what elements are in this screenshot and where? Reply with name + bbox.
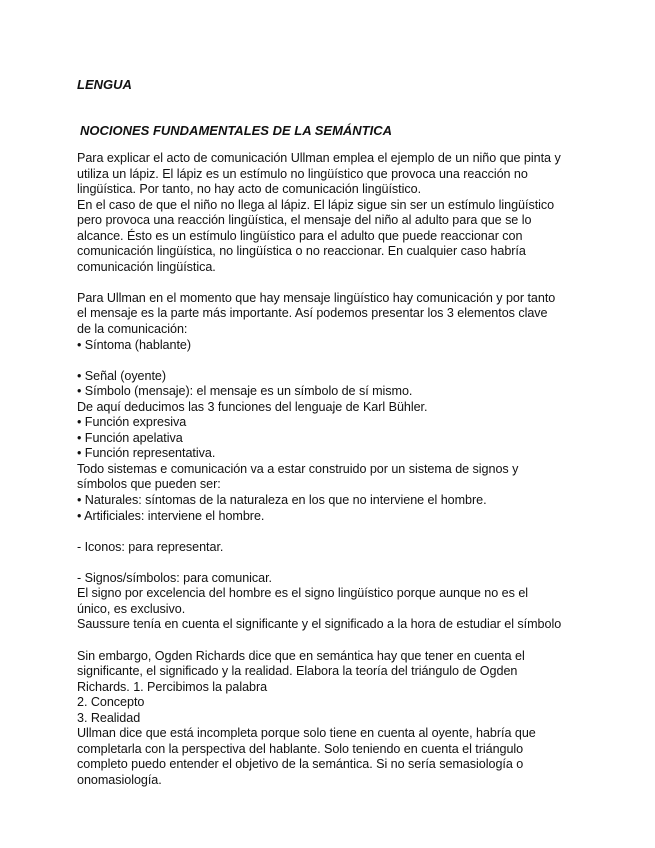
- blank-line: [77, 555, 597, 571]
- text-line: onomasiología.: [77, 772, 162, 787]
- text-line: • Función expresiva: [77, 415, 187, 430]
- text-line: comunicación lingüística.: [77, 259, 216, 274]
- text-line: • Señal (oyente): [77, 368, 167, 383]
- text-line: Todo sistemas e comunicación va a estar construido por un sistema de signos y: [77, 461, 519, 476]
- blank-line: [77, 353, 597, 369]
- text-line: 2. Concepto: [77, 695, 145, 710]
- text-line: utiliza un lápiz. El lápiz es un estímulo no lingüístico que provoca una reacción no: [77, 166, 528, 181]
- text-line: Saussure tenía en cuenta el significante y el significado a la hora de estudiar el símbolo: [77, 617, 562, 632]
- blank-line: [77, 633, 597, 649]
- text-line: significante, el significado y la realidad. Elabora la teoría del triángulo de Ogden: [77, 664, 518, 679]
- text-line: • Función apelativa: [77, 430, 183, 445]
- text-line: • Artificiales: interviene el hombre.: [77, 508, 265, 523]
- text-line: Para explicar el acto de comunicación Ullman emplea el ejemplo de un niño que pinta y: [77, 151, 561, 165]
- text-line: comunicación lingüística, no lingüística o no reaccionar. En cualquier caso habría: [77, 244, 526, 259]
- text-line: Ullman dice que está incompleta porque solo tiene en cuenta al oyente, habría que: [77, 726, 536, 741]
- text-line: - Signos/símbolos: para comunicar.: [77, 570, 272, 585]
- text-line: el mensaje es la parte más importante. Así podemos presentar los 3 elementos clave: [77, 306, 548, 321]
- text-line: - Iconos: para representar.: [77, 539, 224, 554]
- text-line: • Símbolo (mensaje): el mensaje es un símbolo de sí mismo.: [77, 384, 413, 399]
- document-title: LENGUA: [77, 77, 132, 92]
- text-line: único, es exclusivo.: [77, 601, 186, 616]
- text-line: completo puedo entender el objetivo de la semántica. Si no sería semasiología o: [77, 757, 524, 772]
- text-line: símbolos que pueden ser:: [77, 477, 221, 492]
- text-line: Para Ullman en el momento que hay mensaje lingüístico hay comunicación y por tanto: [77, 290, 556, 305]
- text-line: Sin embargo, Ogden Richards dice que en semántica hay que tener en cuenta el: [77, 648, 525, 663]
- text-line: lingüística. Por tanto, no hay acto de comunicación lingüístico.: [77, 182, 422, 197]
- text-line: • Naturales: síntomas de la naturaleza en los que no interviene el hombre.: [77, 493, 487, 508]
- text-line: • Función representativa.: [77, 446, 216, 461]
- text-line: En el caso de que el niño no llega al lápiz. El lápiz sigue sin ser un estímulo lingüístico: [77, 197, 555, 212]
- text-line: pero provoca una reacción lingüística, el mensaje del niño al adulto para que se lo: [77, 213, 532, 228]
- section-heading: NOCIONES FUNDAMENTALES DE LA SEMÁNTICA: [80, 123, 392, 138]
- document-body: [77, 151, 597, 788]
- text-line: El signo por excelencia del hombre es el signo lingüístico porque aunque no es el: [77, 586, 529, 601]
- text-line: alcance. Ésto es un estímulo lingüístico para el adulto que puede reaccionar con: [77, 228, 523, 243]
- text-line: completarla con la perspectiva del hablante. Solo teniendo en cuenta el triángulo: [77, 741, 524, 756]
- blank-line: [77, 275, 597, 291]
- blank-line: [77, 524, 597, 540]
- text-line: • Síntoma (hablante): [77, 337, 192, 352]
- text-line: De aquí deducimos las 3 funciones del lenguaje de Karl Bühler.: [77, 399, 428, 414]
- text-line: Richards. 1. Percibimos la palabra: [77, 679, 268, 694]
- text-line: 3. Realidad: [77, 710, 141, 725]
- text-line: de la comunicación:: [77, 322, 188, 337]
